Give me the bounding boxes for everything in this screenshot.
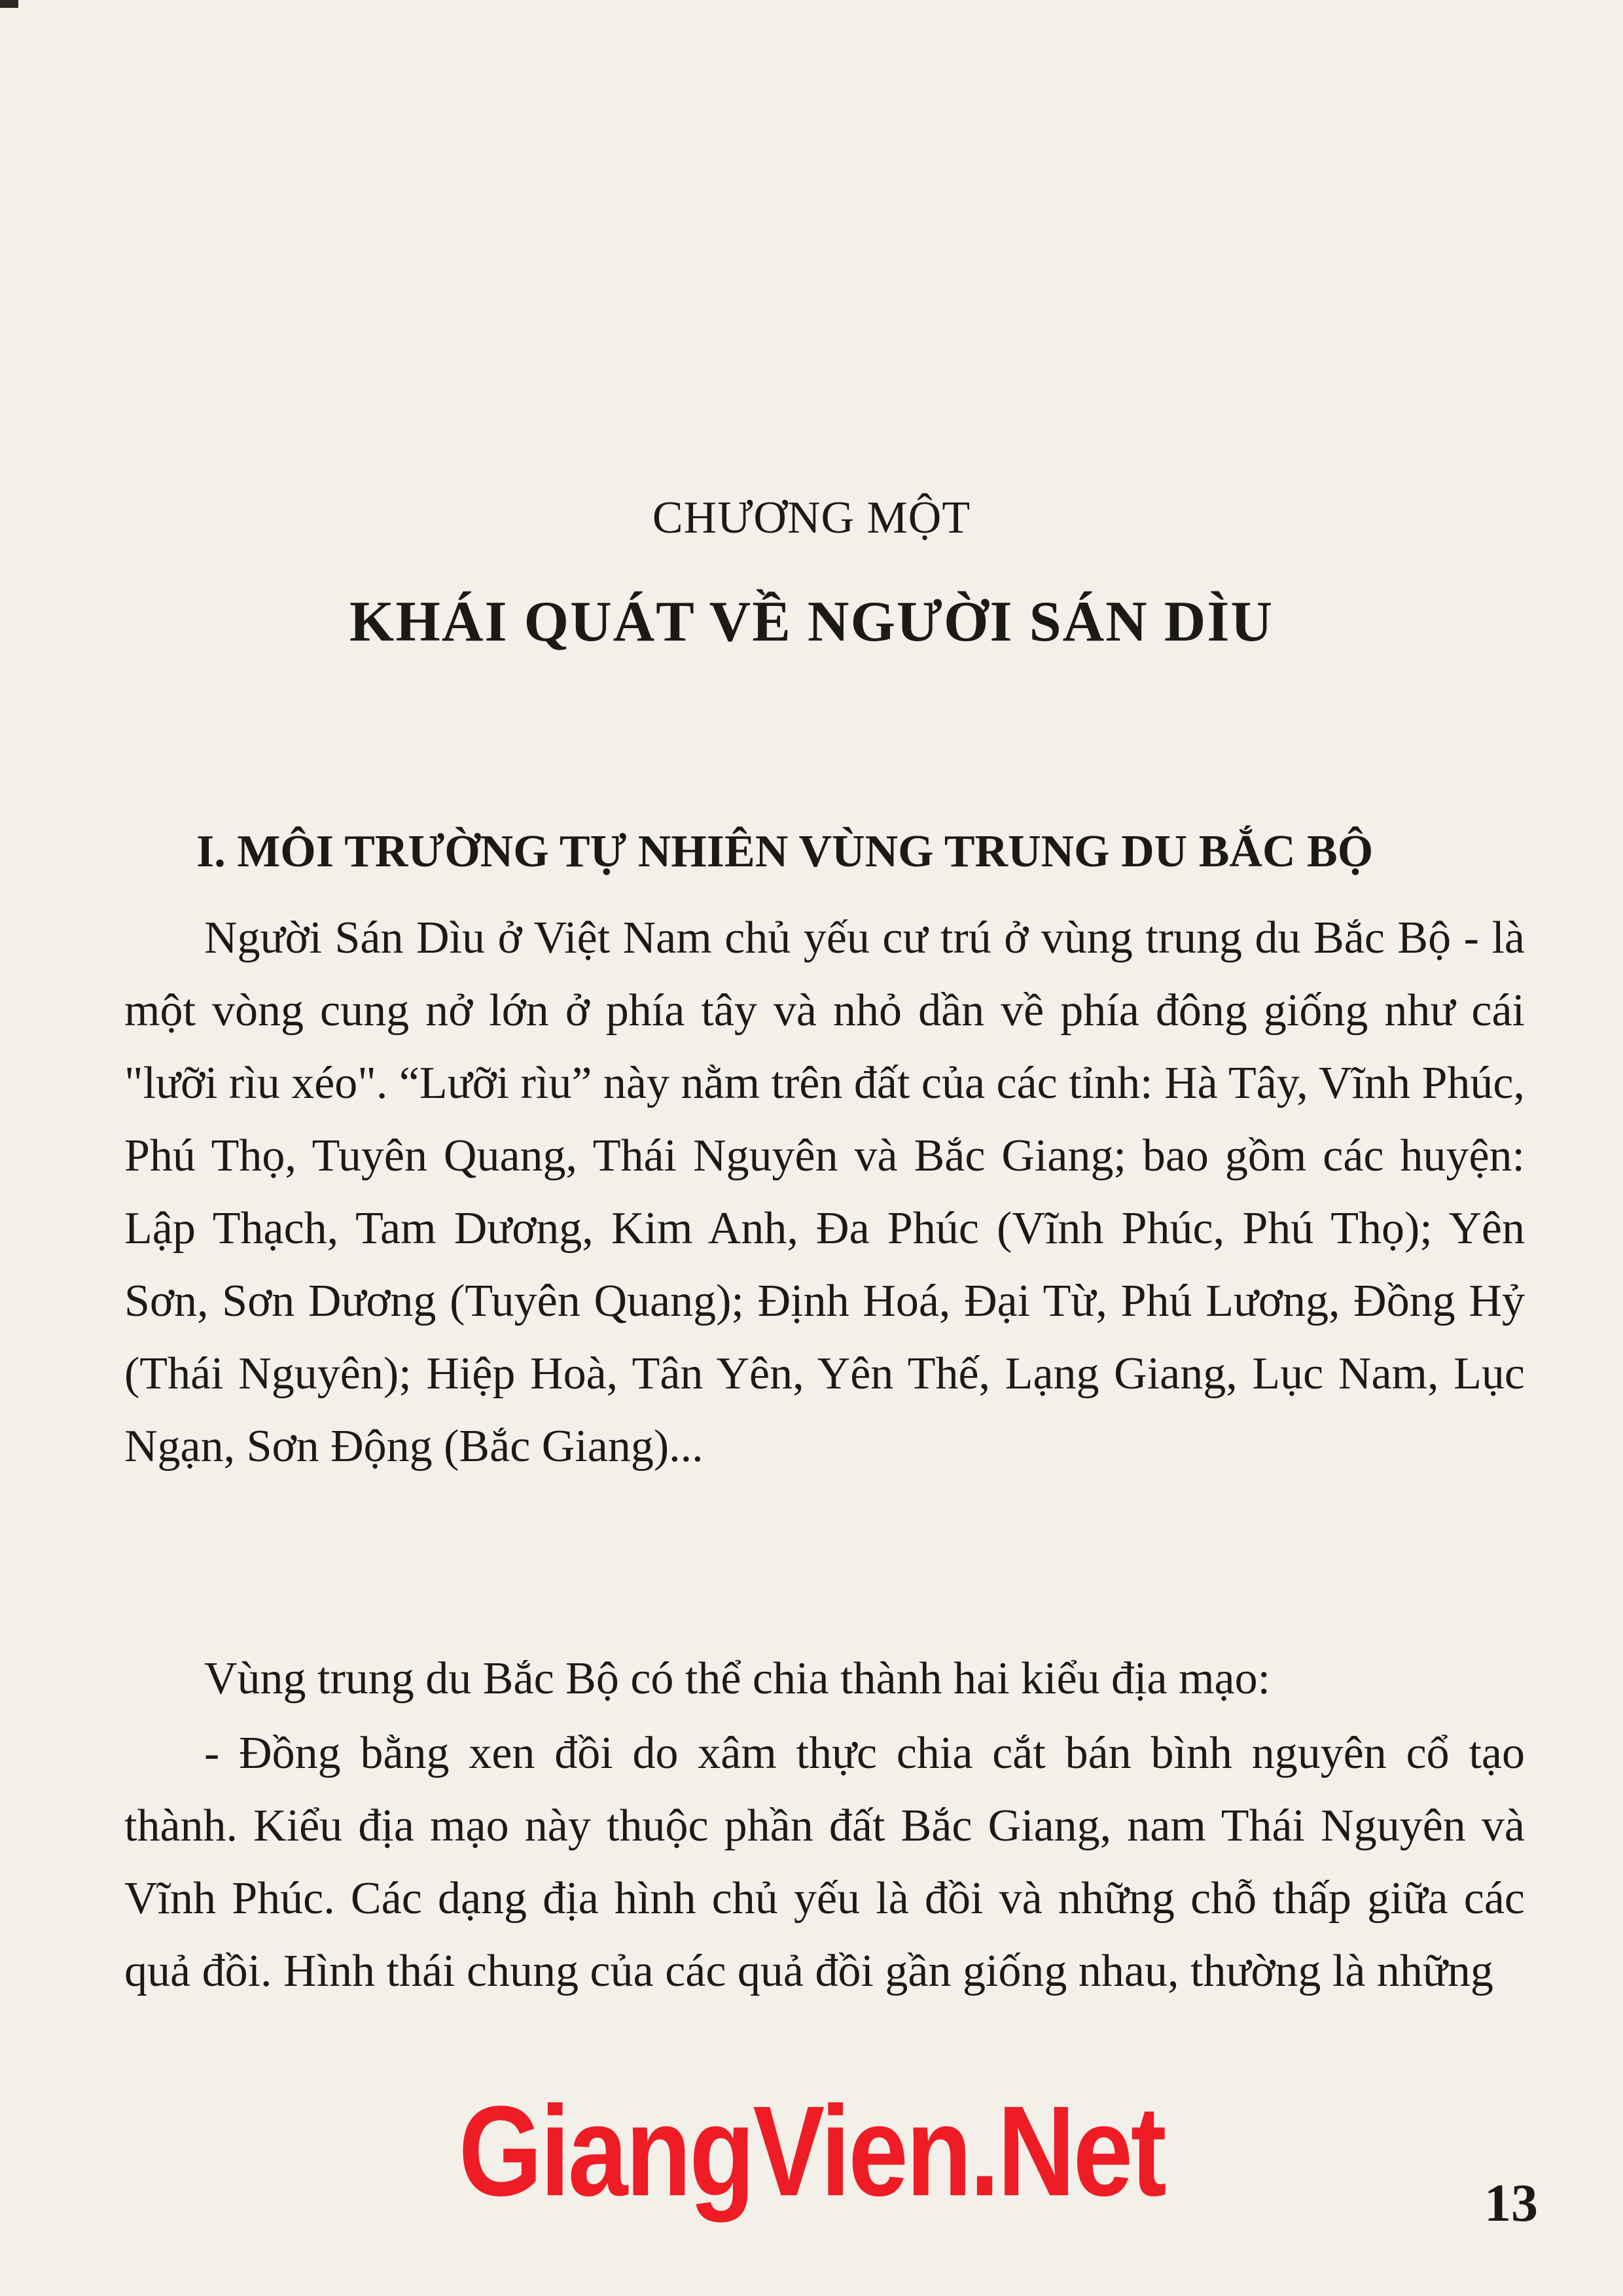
paragraph-intro: Người Sán Dìu ở Việt Nam chủ yếu cư trú ở vùng trung du Bắc Bộ - là một vòng cung nở lớn ở phía tây và nhỏ dần về phía đông giống như cái "lưỡi rìu xéo". “Lưỡi rìu” này nằm trên đất của các tỉnh: Hà Tây, Vĩnh Phúc, Phú Thọ, Tuyên Quang, Thái Nguyên và Bắc Giang; bao gồm các huyện: Lập Thạch, Tam Dương, Kim Anh, Đa Phúc (Vĩnh Phúc, Phú Thọ); Yên Sơn, Sơn Dương (Tuyên Quang); Định Hoá, Đại Từ, Phú Lương, Đồng Hỷ (Thái Nguyên); Hiệp Hoà, Tân Yên, Yên Thế, Lạng Giang, Lục Nam, Lục Ngạn, Sơn Động (Bắc Giang)... [124, 913, 1525, 1472]
watermark-logo: GiangVien.Net [458, 2079, 1165, 2223]
page-number: 13 [1484, 2173, 1538, 2233]
chapter-label: CHƯƠNG MỘT [652, 493, 971, 543]
chapter-title: KHÁI QUÁT VỀ NGƯỜI SÁN DÌU [349, 590, 1274, 654]
section-heading: I. MÔI TRƯỜNG TỰ NHIÊN VÙNG TRUNG DU BẮC BỘ [196, 826, 1374, 877]
paragraph-landform-types: Vùng trung du Bắc Bộ có thể chia thành hai kiểu địa mạo: [204, 1653, 1271, 1704]
paragraph-plain-hills: - Đồng bằng xen đồi do xâm thực chia cắt bán bình nguyên cổ tạo thành. Kiểu địa mạo này thuộc phần đất Bắc Giang, nam Thái Nguyên và Vĩnh Phúc. Các dạng địa hình chủ yếu là đồi và những chỗ thấp giữa các quả đồi. Hình thái chung của các quả đồi gần giống nhau, thường là những [124, 1728, 1525, 1996]
scan-corner-mark [0, 0, 18, 8]
